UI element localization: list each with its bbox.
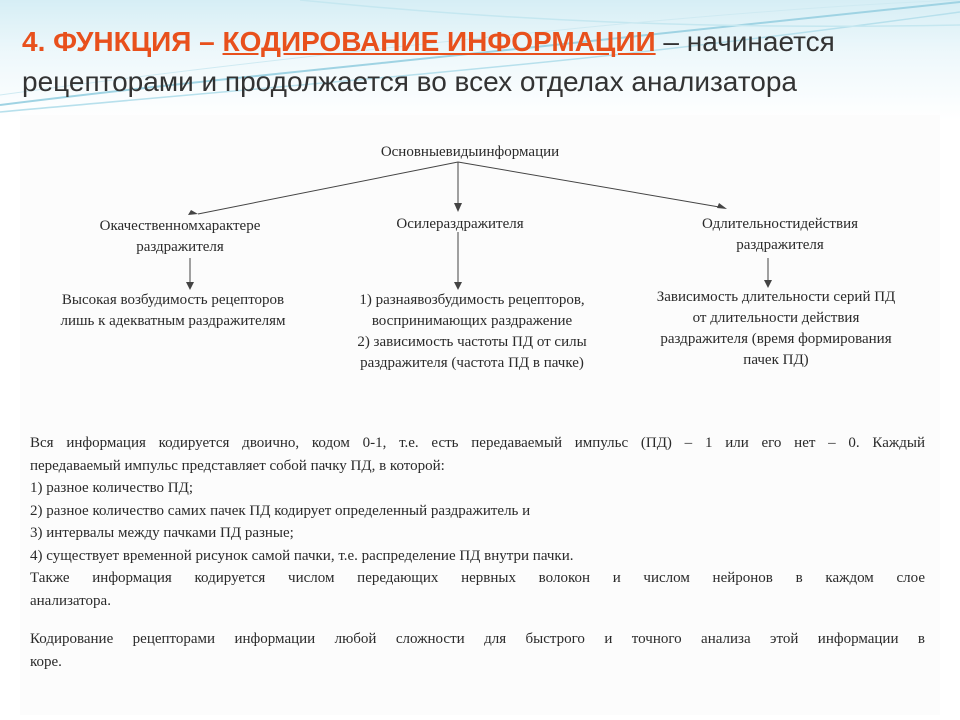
branch-duration-heading <box>650 214 910 256</box>
desc-line: раздражителя (время формирования <box>660 331 892 347</box>
branch-strength-description <box>322 290 622 374</box>
branch-duration-heading-line1: Одлительностидействия <box>702 216 858 232</box>
body-line: передаваемый импульс представляет собой пачку ПД, в которой: <box>30 457 445 474</box>
arrow-left-down-icon <box>186 282 194 290</box>
arrow-center-icon <box>454 203 462 212</box>
desc-line: Зависимость длительности серий ПД <box>656 289 896 305</box>
paragraph-gap <box>30 612 925 628</box>
desc-line: Высокая возбудимость рецепторов <box>61 292 285 308</box>
arrow-center-down-icon <box>454 282 462 290</box>
list-item: 1) разное количество ПД; <box>30 480 194 496</box>
coding-explanation <box>30 432 925 673</box>
desc-line: лишь к адекватным раздражителям <box>60 313 286 329</box>
body-line: Кодирование рецепторами информации любой сложности для быстрого и точного анализа этой информации в <box>30 631 925 647</box>
desc-line: 1) разнаявозбудимость рецепторов, <box>359 292 585 308</box>
branch-quality-heading <box>50 216 310 258</box>
title-description: – начинается рецепторами и продолжается во всех отделах анализатора <box>22 26 835 97</box>
branch-duration-description <box>626 287 926 371</box>
desc-line: раздражителя (частота ПД в пачке) <box>360 355 584 371</box>
desc-line: 2) зависимость частоты ПД от силы <box>357 334 587 350</box>
body-line: коре. <box>30 653 62 670</box>
list-item: 3) интервалы между пачками ПД разные; <box>30 525 294 541</box>
desc-line: от длительности действия <box>692 310 860 326</box>
body-line: анализатора. <box>30 592 111 609</box>
body-line: Вся информация кодируется двоично, кодом 0-1, т.е. есть передаваемый импульс (ПД) – 1 или его нет – 0. Каждый <box>30 435 925 451</box>
branch-strength-heading <box>360 214 560 235</box>
title-coding-term: КОДИРОВАНИЕ ИНФОРМАЦИИ <box>222 26 656 57</box>
branch-quality-description <box>28 290 318 332</box>
branch-duration-heading-line2: раздражителя <box>736 237 824 253</box>
desc-line: воспринимающих раздражение <box>371 313 573 329</box>
arrow-right-icon <box>717 203 727 209</box>
list-item: 2) разное количество самих пачек ПД кодирует определенный раздражитель и <box>30 502 531 519</box>
branch-quality-heading-line1: Окачественномхарактере <box>99 218 261 234</box>
title-function-number: 4. ФУНКЦИЯ – <box>22 26 223 57</box>
list-item: 4) существует временной рисунок самой пачки, т.е. распределение ПД внутри пачки. <box>30 547 574 564</box>
arrow-left-icon <box>188 210 198 215</box>
body-line: Также информация кодируется числом передающих нервных волокон и числом нейронов в каждом слое <box>30 570 925 586</box>
branch-quality-heading-line2: раздражителя <box>136 239 224 255</box>
branch-strength-heading-line1: Осилераздражителя <box>396 216 524 232</box>
diagram-root: Основныевидыинформации <box>380 144 560 160</box>
desc-line: пачек ПД) <box>743 352 809 368</box>
